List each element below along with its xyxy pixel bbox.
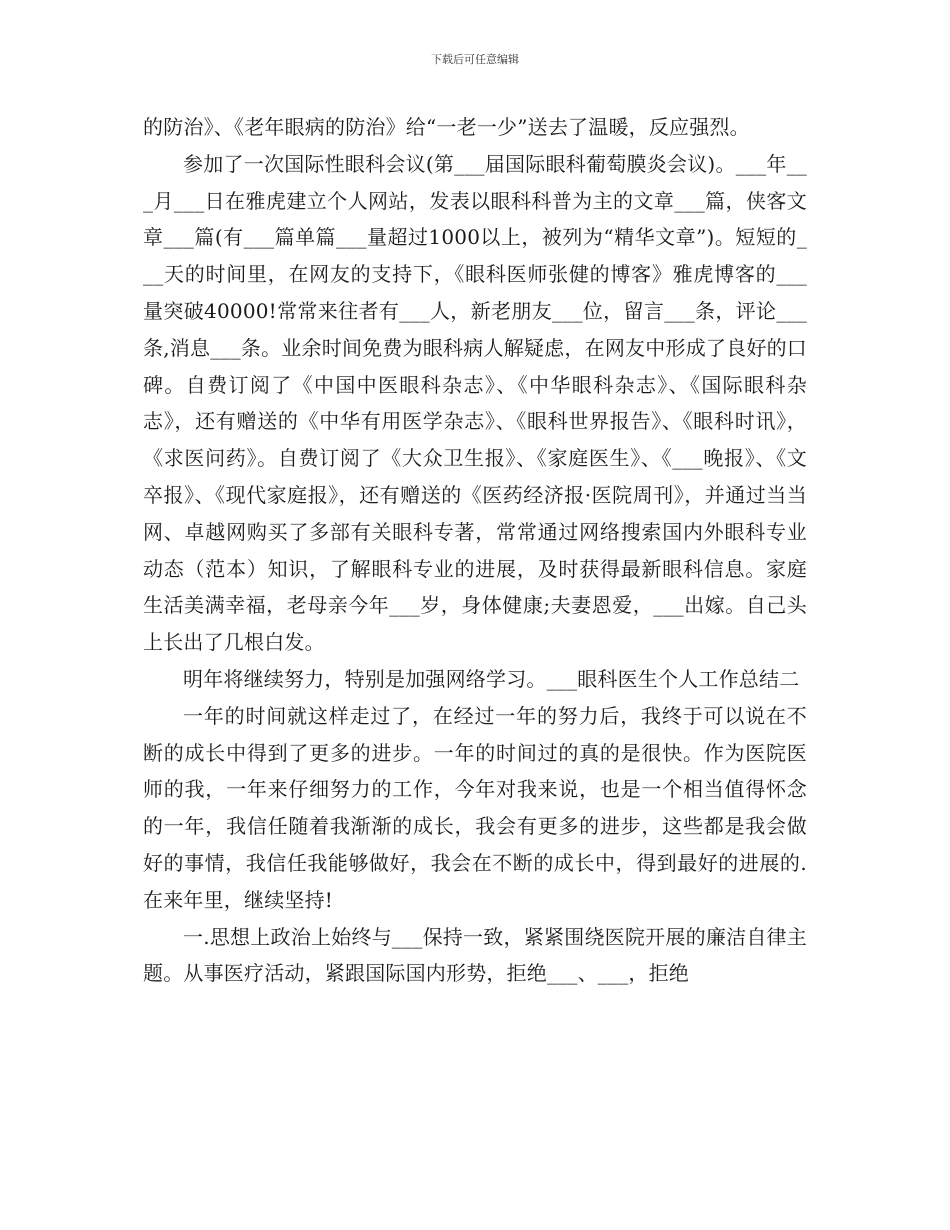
page-header: 下载后可任意编辑: [431, 53, 519, 66]
document-body: [143, 109, 807, 992]
paragraph-4: 一年的时间就这样走过了，在经过一年的努力后，我终于可以说在不断的成长中得到了更多的进步。一年的时间过的真的是很快。作为医院医师的我，一年来仔细努力的工作，今年对我来说，也是一个相当值得怀念的一年，我信任随着我渐渐的成长，我会有更多的进步，这些都是我会做好的事情，我信任我能够做好，我会在不断的成长中，得到最好的进展的.在来年里，继续坚持!: [143, 703, 807, 912]
paragraph-1: 的防治》、《老年眼病的防治》给“一老一少”送去了温暖，反应强烈。: [143, 115, 750, 139]
paragraph-2: 参加了一次国际性眼科会议(第___届国际眼科葡萄膜炎会议)。___年___月___日在雅虎建立个人网站，发表以眼科科普为主的文章___篇，侠客文章___篇(有___篇单篇___量超过1000以上，被列为“精华文章”)。短短的___天的时间里，在网友的支持下，《眼科医师张健的博客》雅虎博客的___量突破40000!常常来往者有___人，新老朋友___位，留言___条，评论___条,消息___条。业余时间免费为眼科病人解疑虑，在网友中形成了良好的口碑。自费订阅了《中国中医眼科杂志》、《中华眼科杂志》、《国际眼科杂志》，还有赠送的《中华有用医学杂志》、《眼科世界报告》、《眼科时讯》，《求医问药》。自费订阅了《大众卫生报》、《家庭医生》、《___晚报》、《文卒报》、《现代家庭报》，还有赠送的《医药经济报·医院周刊》，并通过当当网、卓越网购买了多部有关眼科专著，常常通过网络搜索国内外眼科专业动态（范本）知识，了解眼科专业的进展，及时获得最新眼科信息。家庭生活美满幸福，老母亲今年___岁，身体健康;夫妻恩爱，___出嫁。自己头上长出了几根白发。: [143, 151, 807, 655]
paragraph-3: 明年将继续努力，特别是加强网络学习。___眼科医生个人工作总结二: [183, 666, 800, 691]
paragraph-5: 一.思想上政治上始终与___保持一致，紧紧围绕医院开展的廉洁自律主题。从事医疗活动，紧跟国际国内形势，拒绝___、___，拒绝: [143, 924, 807, 986]
